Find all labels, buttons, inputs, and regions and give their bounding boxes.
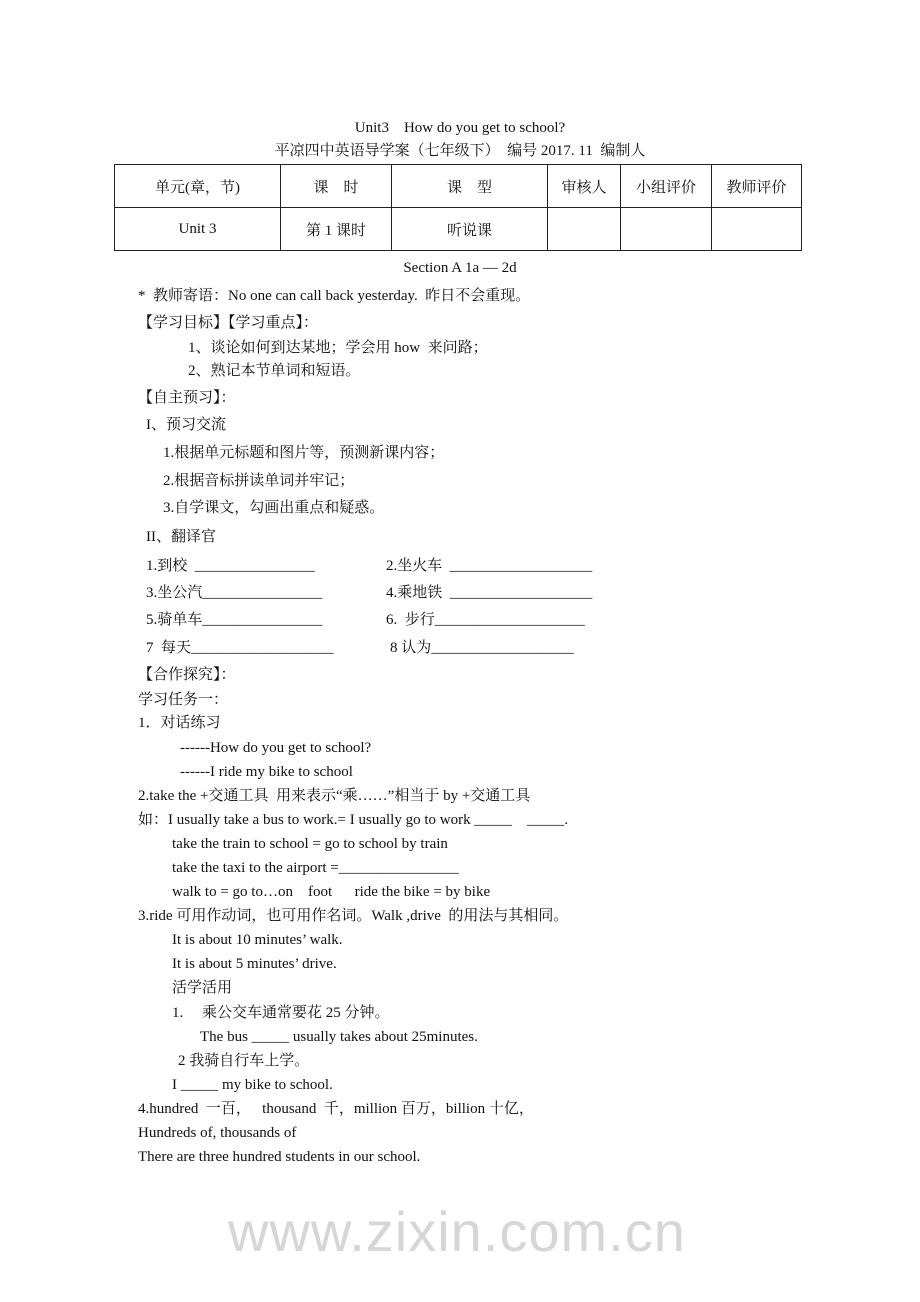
coop-line: 2.take the +交通工具 用来表示“乘……”相当于 by +交通工具 [138,788,531,804]
table-cell: 小组评价 [621,165,712,208]
translate-item: 6. 步行____________________ [386,612,585,628]
coop-line: 如：I usually take a bus to work.= I usually go to work _____ _____. [138,812,569,828]
table-cell: 听说课 [392,208,548,251]
table-cell: 课 时 [281,165,392,208]
doc-title: Unit3 How do you get to school? [354,120,566,136]
coop-line: 活学活用 [172,980,233,996]
coop-line: Hundreds of, thousands of [138,1125,297,1141]
table-cell: 审核人 [548,165,621,208]
translate-item: 5.骑单车________________ [146,612,323,628]
goals-heading: 【学习目标】【学习重点】： [138,315,319,331]
preview-item: 2.根据音标拼读单词并牢记； [163,473,355,489]
preview-item: 3.自学课文，勾画出重点和疑惑。 [163,500,385,516]
table-cell [712,208,802,251]
goal-item: 2、熟记本节单词和短语。 [188,363,361,379]
coop-line: 1．对话练习 [138,715,221,731]
table-cell: Unit 3 [115,208,281,251]
preview-heading: 【自主预习】： [138,390,236,406]
translate-item: 1.到校 ________________ [146,558,315,574]
coop-line: The bus _____ usually takes about 25minutes. [200,1029,478,1045]
coop-line: ------How do you get to school? [180,740,372,756]
coop-line: ------I ride my bike to school [180,764,353,780]
teacher-motto: * 教师寄语：No one can call back yesterday. 昨日不会重现。 [138,288,531,304]
coop-line: It is about 5 minutes’ drive. [172,956,337,972]
coop-line: 1. 乘公交车通常要花 25 分钟。 [172,1005,390,1021]
table-cell [621,208,712,251]
coop-line: It is about 10 minutes’ walk. [172,932,343,948]
coop-line: walk to = go to…on foot ride the bike = by bike [172,884,491,900]
coop-line: take the train to school = go to school by train [172,836,448,852]
translate-item: 8 认为___________________ [390,640,574,656]
info-table [114,164,802,251]
preview-part1: I、预习交流 [146,417,226,433]
table-cell: 课 型 [392,165,548,208]
table-cell: 第 1 课时 [281,208,392,251]
table-cell: 教师评价 [712,165,802,208]
coop-line: 2 我骑自行车上学。 [178,1053,310,1069]
watermark: www.zixin.com.cn [228,1200,686,1263]
goal-item: 1、谈论如何到达某地；学会用 how 来问路； [188,340,488,356]
coop-line: 3.ride 可用作动词，也可用作名词。Walk ,drive 的用法与其相同。 [138,908,569,924]
translate-item: 4.乘地铁 ___________________ [386,585,593,601]
section-label: Section A 1a — 2d [403,260,517,276]
preview-item: 1.根据单元标题和图片等，预测新课内容； [163,445,445,461]
table-header-row [115,165,802,208]
table-cell: 单元(章，节) [115,165,281,208]
translate-item: 2.坐火车 ___________________ [386,558,593,574]
coop-heading: 【合作探究】： [138,667,236,683]
table-cell [548,208,621,251]
translate-item: 7 每天___________________ [146,640,334,656]
translate-item: 3.坐公汽________________ [146,585,323,601]
coop-line: There are three hundred students in our school. [138,1149,421,1165]
task-label: 学习任务一： [138,692,229,708]
doc-subtitle: 平凉四中英语导学案（七年级下） 编号 2017. 11 编制人 [274,143,646,159]
preview-part2: II、翻译官 [146,529,216,545]
coop-line: take the taxi to the airport =________________ [172,860,459,876]
coop-line: I _____ my bike to school. [172,1077,333,1093]
coop-line: 4.hundred 一百， thousand 千，million 百万，billion 十亿， [138,1101,534,1117]
table-row [115,208,802,251]
